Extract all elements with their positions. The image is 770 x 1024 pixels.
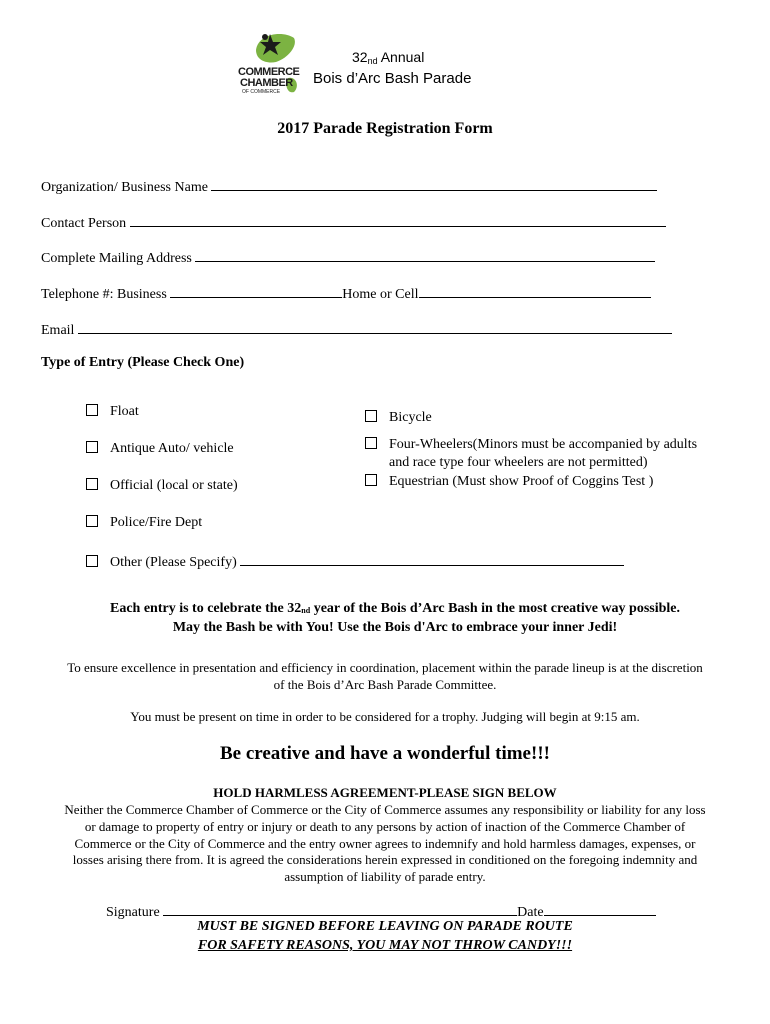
other-specify-input-line[interactable] [240, 551, 624, 566]
contact-input-line[interactable] [130, 212, 666, 227]
form-title: 2017 Parade Registration Form [277, 120, 493, 137]
address-field [41, 247, 655, 267]
checkbox-equestrian[interactable] [365, 474, 377, 486]
org-field [41, 176, 657, 196]
logo-text-chamber: CHAMBER [240, 77, 293, 89]
phone-home-label: Home or Cell [342, 287, 419, 302]
org-label: Organization/ Business Name [41, 180, 208, 195]
date-input-line[interactable] [544, 901, 656, 916]
entry-type-heading: Type of Entry (Please Check One) [41, 355, 245, 370]
footer-line-2: FOR SAFETY REASONS, YOU MAY NOT THROW CANDY!!! [197, 938, 573, 953]
entry-antique-auto-label: Antique Auto/ vehicle [110, 441, 234, 456]
entry-other[interactable] [86, 551, 624, 571]
footer-line-1: MUST BE SIGNED BEFORE LEAVING ON PARADE ROUTE [197, 919, 573, 934]
entry-four-wheelers-note: and race type four wheelers are not permitted) [389, 455, 648, 470]
signature-label: Signature [106, 905, 160, 920]
agreement-line-1: Neither the Commerce Chamber of Commerce or the City of Commerce assumes any responsibility or liability for any loss [64, 802, 706, 817]
contact-field [41, 212, 666, 232]
email-input-line[interactable] [78, 319, 672, 334]
phone-field [41, 283, 651, 303]
checkbox-official[interactable] [86, 478, 98, 490]
entry-bicycle[interactable] [365, 410, 432, 426]
checkbox-bicycle[interactable] [365, 410, 377, 422]
chamber-logo [238, 28, 304, 98]
phone-home-input-line[interactable] [419, 283, 651, 298]
theme-line-2: May the Bash be with You! Use the Bois d'Arc to embrace your inner Jedi! [172, 620, 618, 635]
theme-suffix: nd [301, 606, 311, 615]
agreement-line-3: Commerce or the City of Commerce and the entry owner agrees to indemnify and hold harmless damages, expenses, or [74, 836, 696, 851]
tagline: Be creative and have a wonderful time!!! [220, 743, 550, 764]
entry-four-wheelers[interactable] [365, 437, 697, 453]
logo-text-of-commerce: OF COMMERCE [242, 89, 281, 95]
signature-input-line[interactable] [163, 901, 517, 916]
checkbox-police-fire[interactable] [86, 515, 98, 527]
entry-official-label: Official (local or state) [110, 478, 238, 493]
date-label: Date [517, 905, 544, 920]
agreement-line-4: losses arising there from. It is agreed the considerations herein expressed in conditioned on the foregoing indemnity and [72, 852, 698, 867]
agreement-heading: HOLD HARMLESS AGREEMENT-PLEASE SIGN BELOW [213, 785, 557, 800]
email-field [41, 319, 672, 339]
checkbox-antique-auto[interactable] [86, 441, 98, 453]
signature-row [106, 901, 656, 921]
notice-line-2: of the Bois d’Arc Bash Parade Committee. [273, 677, 497, 692]
annual-number: 32 [352, 49, 368, 65]
header-annual [352, 49, 424, 66]
theme-line-1 [0, 601, 770, 617]
theme-text-b: year of the Bois d’Arc Bash in the most creative way possible. [310, 601, 681, 616]
entry-equestrian-label: Equestrian (Must show Proof of Coggins Test ) [389, 474, 654, 489]
entry-antique-auto[interactable] [86, 441, 234, 457]
email-label: Email [41, 323, 75, 338]
logo-text-commerce: COMMERCE [238, 66, 300, 78]
agreement-line-5: assumption of liability of parade entry. [284, 869, 486, 884]
entry-police-fire[interactable] [86, 515, 202, 531]
checkbox-four-wheelers[interactable] [365, 437, 377, 449]
annual-word: Annual [377, 49, 425, 65]
agreement-line-2: or damage to property of entry or injury or death to any persons by action of inaction of the Commerce Chamber of [84, 819, 686, 834]
address-input-line[interactable] [195, 247, 655, 262]
entry-four-wheelers-label: Four-Wheelers(Minors must be accompanied by adults [389, 437, 698, 452]
theme-text-a: Each entry is to celebrate the 32 [109, 601, 302, 616]
contact-label: Contact Person [41, 216, 127, 231]
entry-float-label: Float [110, 404, 139, 419]
notice-line-1: To ensure excellence in presentation and efficiency in coordination, placement within the parade lineup is at the discretion [67, 660, 703, 675]
phone-business-input-line[interactable] [170, 283, 342, 298]
entry-police-fire-label: Police/Fire Dept [110, 515, 203, 530]
entry-other-label: Other (Please Specify) [110, 555, 237, 570]
address-label: Complete Mailing Address [41, 251, 192, 266]
entry-official[interactable] [86, 478, 238, 494]
entry-bicycle-label: Bicycle [389, 410, 432, 425]
checkbox-float[interactable] [86, 404, 98, 416]
org-input-line[interactable] [211, 176, 657, 191]
header-event: Bois d’Arc Bash Parade [313, 70, 472, 87]
entry-float[interactable] [86, 404, 139, 420]
phone-business-label: Telephone #: Business [41, 287, 167, 302]
checkbox-other[interactable] [86, 555, 98, 567]
entry-equestrian[interactable] [365, 474, 653, 490]
annual-suffix: nd [367, 56, 378, 66]
notice-trophy: You must be present on time in order to be considered for a trophy. Judging will begin at 9:15 am. [130, 709, 640, 724]
